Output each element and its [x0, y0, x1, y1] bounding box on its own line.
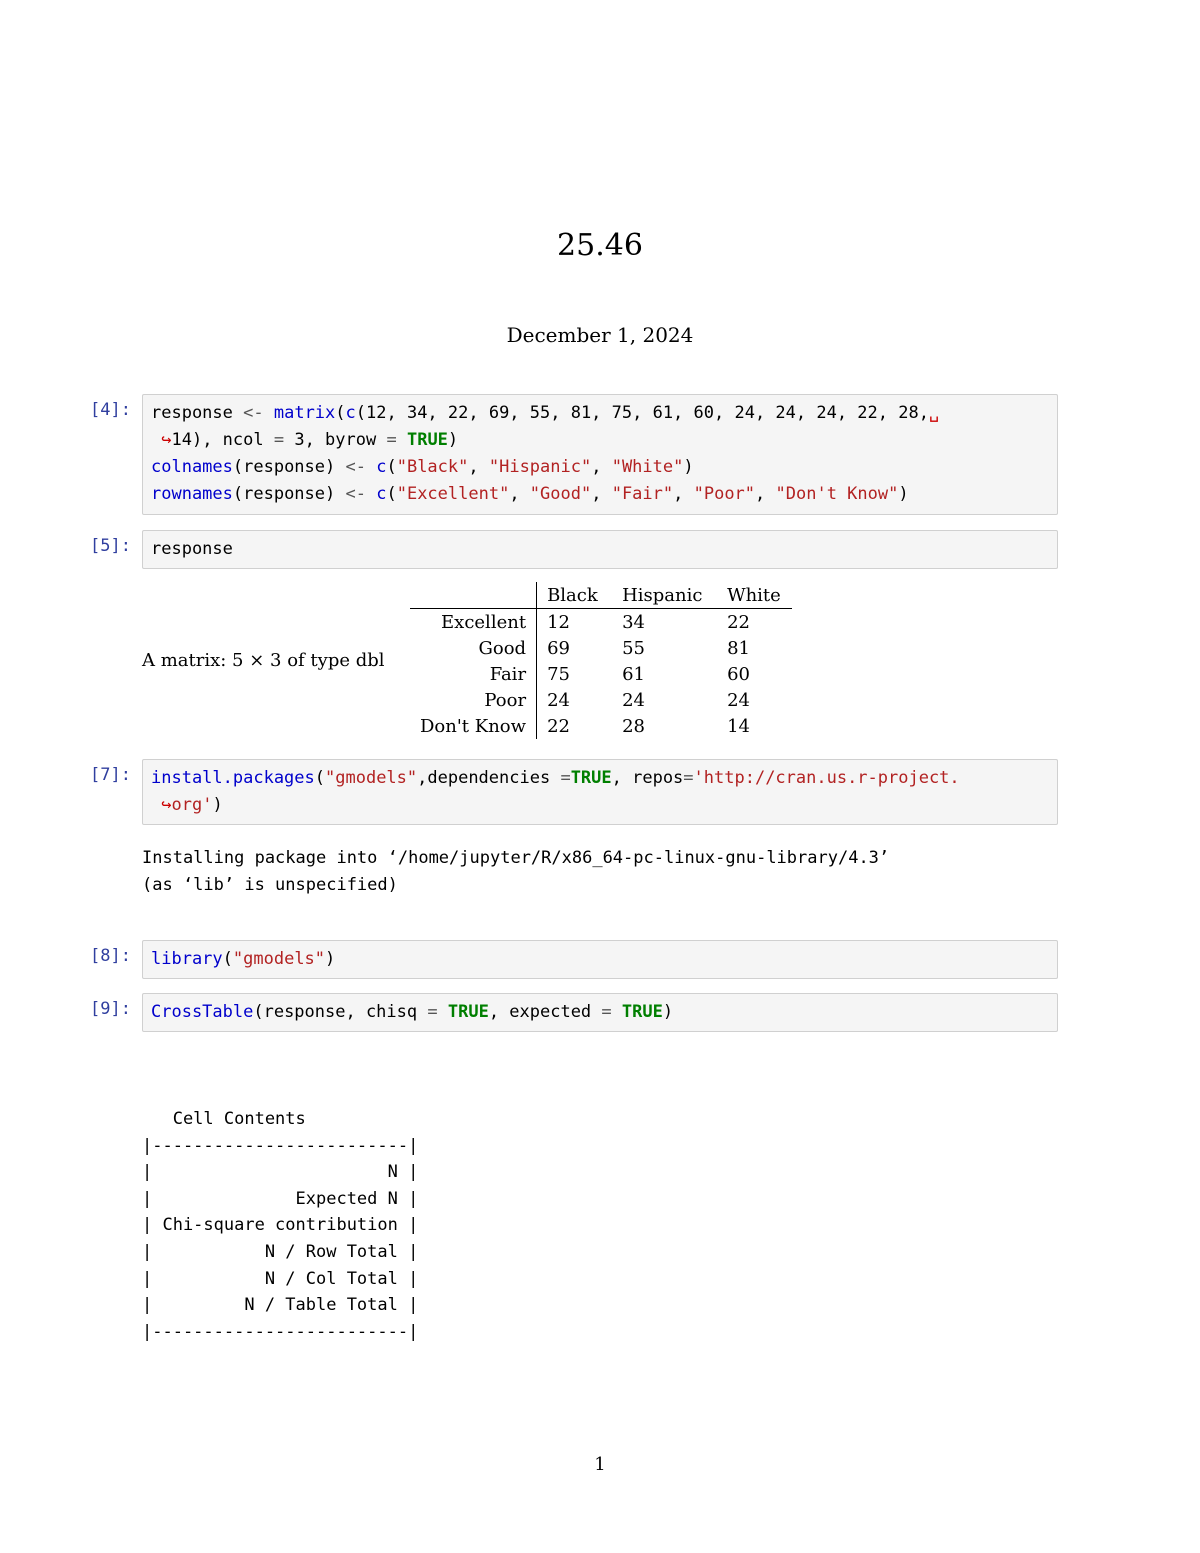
- matrix-row: [410, 609, 792, 636]
- matrix-row-name: Excellent: [410, 609, 537, 636]
- matrix-row-name: Poor: [410, 687, 537, 713]
- crosstable-line: | N / Table Total |: [142, 1295, 419, 1316]
- matrix-table: [410, 582, 792, 739]
- matrix-row: [410, 713, 792, 739]
- crosstable-line: | N / Col Total |: [142, 1268, 419, 1289]
- matrix-cell: 81: [727, 637, 750, 659]
- matrix-row: [410, 635, 792, 661]
- code-cell-9[interactable]: [142, 993, 1058, 1032]
- cell-9-prompt: [9]:: [90, 999, 131, 1019]
- matrix-cell: 69: [547, 637, 570, 659]
- matrix-cell: 24: [622, 689, 645, 711]
- document-title: 25.46: [557, 228, 643, 263]
- matrix-row: [410, 687, 792, 713]
- matrix-cell: 28: [622, 715, 645, 737]
- cell-5-prompt: [5]:: [90, 536, 131, 556]
- code-line: install.packages("gmodels",dependencies =TRUE, repos='http://cran.us.r-project.: [151, 768, 960, 788]
- crosstable-line: |-------------------------|: [142, 1135, 419, 1156]
- matrix-row-name: Good: [410, 635, 537, 661]
- code-cell-7[interactable]: [142, 759, 1058, 825]
- crosstable-line: | N |: [142, 1162, 419, 1183]
- code-cell-8[interactable]: [142, 940, 1058, 979]
- code-line: response <- matrix(c(12, 34, 22, 69, 55, 81, 75, 61, 60, 24, 24, 24, 22, 28,␣: [151, 403, 940, 423]
- page-number: 1: [594, 1454, 606, 1475]
- code-cell-4[interactable]: [142, 394, 1058, 515]
- matrix-cell: 55: [622, 637, 645, 659]
- code-line: rownames(response) <- c("Excellent", "Good", "Fair", "Poor", "Don't Know"): [151, 484, 909, 504]
- matrix-cell: 22: [547, 715, 570, 737]
- matrix-corner: [410, 582, 537, 609]
- matrix-cell: 24: [547, 689, 570, 711]
- crosstable-output: [142, 1106, 418, 1345]
- code-cell-5[interactable]: [142, 530, 1058, 569]
- code-line: colnames(response) <- c("Black", "Hispanic", "White"): [151, 457, 694, 477]
- output-line: (as ‘lib’ is unspecified): [142, 875, 398, 895]
- crosstable-line: | N / Row Total |: [142, 1241, 419, 1262]
- code-line: ↪14), ncol = 3, byrow = TRUE): [161, 430, 459, 450]
- matrix-row: [410, 661, 792, 687]
- matrix-cell: 60: [727, 663, 750, 685]
- code-line: CrossTable(response, chisq = TRUE, expected = TRUE): [151, 1002, 674, 1022]
- matrix-row-name: Fair: [410, 661, 537, 687]
- matrix-cell: 34: [622, 611, 645, 633]
- matrix-cell: 75: [547, 663, 570, 685]
- crosstable-line: Cell Contents: [142, 1109, 306, 1129]
- matrix-cell: 22: [727, 611, 750, 633]
- matrix-header-row: [410, 582, 792, 609]
- code-line: response: [151, 539, 233, 559]
- crosstable-line: | Expected N |: [142, 1188, 419, 1209]
- install-output: [142, 845, 889, 899]
- cell-4-prompt: [4]:: [90, 400, 131, 420]
- matrix-cell: 14: [727, 715, 750, 737]
- matrix-cell: 24: [727, 689, 750, 711]
- cell-7-prompt: [7]:: [90, 765, 131, 785]
- matrix-cell: 61: [622, 663, 645, 685]
- cell-8-prompt: [8]:: [90, 946, 131, 966]
- crosstable-line: |-------------------------|: [142, 1321, 419, 1342]
- code-line: ↪org'): [161, 795, 223, 815]
- crosstable-line: | Chi-square contribution |: [142, 1215, 419, 1236]
- output-line: Installing package into ‘/home/jupyter/R/x86_64-pc-linux-gnu-library/4.3’: [142, 848, 890, 868]
- document-date: December 1, 2024: [506, 323, 694, 347]
- matrix-col-header: Hispanic: [612, 582, 717, 609]
- matrix-row-name: Don't Know: [410, 713, 537, 739]
- matrix-cell: 12: [547, 611, 570, 633]
- code-line: library("gmodels"): [151, 949, 336, 969]
- matrix-caption: A matrix: 5 × 3 of type dbl: [142, 650, 385, 671]
- matrix-col-header: Black: [537, 582, 613, 609]
- matrix-col-header: White: [717, 582, 792, 609]
